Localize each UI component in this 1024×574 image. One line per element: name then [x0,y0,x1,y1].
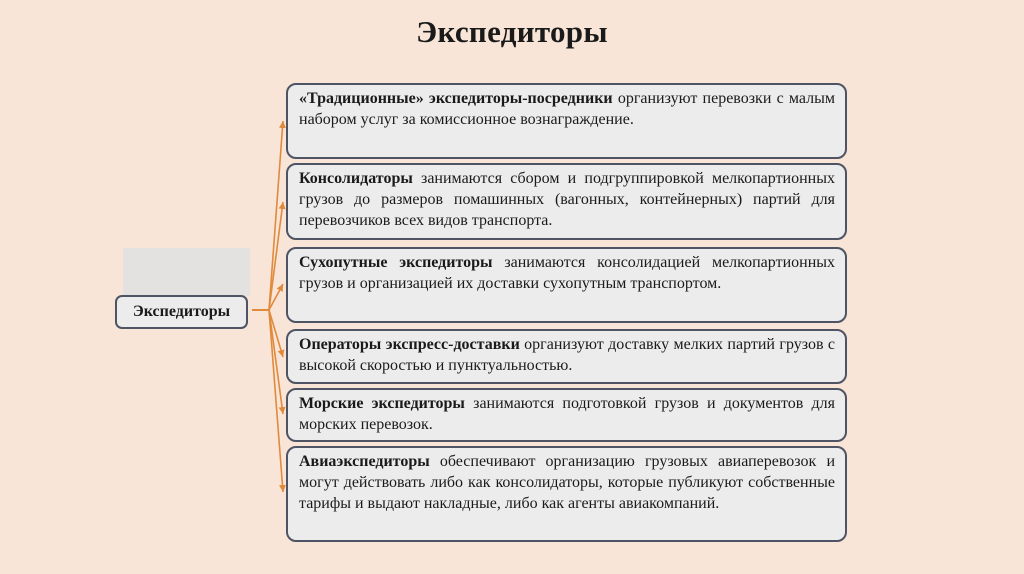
root-node [115,295,248,329]
connector-4 [252,310,283,357]
box-term: Сухопутные экспедиторы [299,254,493,271]
box-text: занимаются консолидацией мелкопартионных грузов и организацией их доставки сухопутным транспортом. [299,254,835,292]
slide-title: Экспедиторы [416,14,608,49]
box-express-operators [286,329,847,384]
box-term: Морские экспедиторы [299,395,465,412]
box-term: «Традиционные» экспедиторы-посредники [299,90,613,107]
box-term: Консолидаторы [299,170,413,187]
box-term: Авиаэкспедиторы [299,453,430,470]
box-air-forwarders [286,446,847,542]
box-traditional-forwarders [286,83,847,159]
box-consolidators [286,163,847,240]
connector-5 [252,310,283,414]
box-land-forwarders [286,247,847,323]
box-sea-forwarders [286,388,847,442]
box-text: занимаются подготовкой грузов и документов для морских перевозок. [299,395,836,433]
connector-3 [252,284,283,310]
box-term: Операторы экспресс-доставки [299,336,520,353]
root-node-label: Экспедиторы [132,303,231,320]
connector-6 [252,310,283,492]
box-text: организуют перевозки с малым набором услуг за комиссионное вознаграждение. [299,90,835,128]
box-text: организуют доставку мелких партий грузов с высокой скоростью и пунктуальностью. [299,336,836,374]
connector-1 [252,121,283,310]
box-text: занимаются сбором и подгруппировкой мелкопартионных грузов до размеров помашинных (вагонных, контейнерных) партий для перевозчиков всех видов транспорта. [299,170,835,229]
box-text: обеспечивают организацию грузовых авиаперевозок и могут действовать либо как консолидаторы, которые публикуют собственные тарифы и выдают накладные, либо как агенты авиакомпаний. [299,453,835,512]
